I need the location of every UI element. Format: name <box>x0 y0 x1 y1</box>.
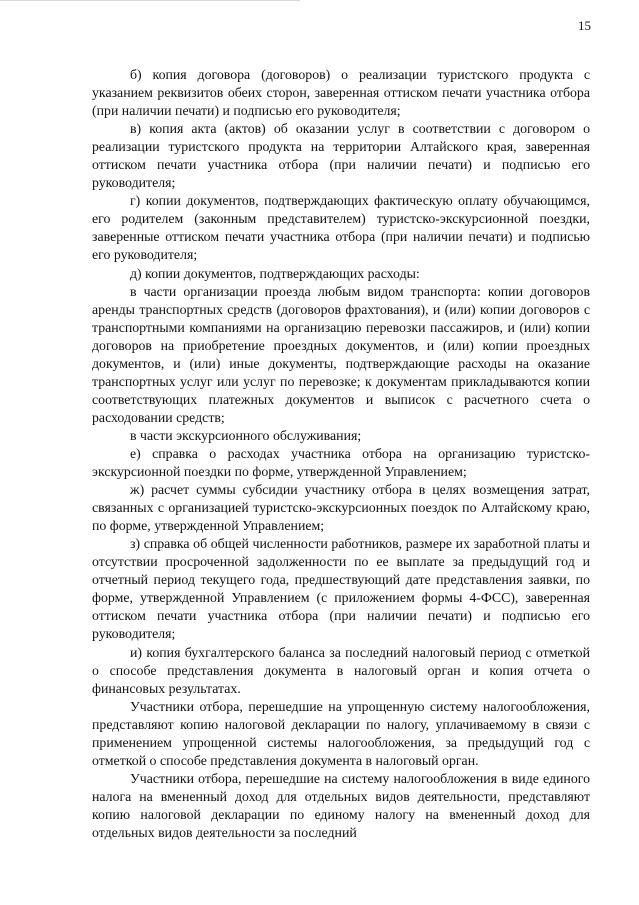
document-body <box>92 66 590 842</box>
paragraph-imputed-income-tax: Участники отбора, перешедшие на систему налогообложения в виде единого налога на вмененный доход для отдельных видов деятельности, представляют копию налоговой декларации по единому налогу на вмененный доход для отдельных видов деятельности за последний <box>92 770 590 840</box>
paragraph-d-expense-documents: д) копии документов, подтверждающих расходы: <box>130 265 420 281</box>
scan-top-rule <box>0 0 300 1</box>
paragraph-z-employees-statement: з) справка об общей численности работников, размере их заработной платы и отсутствии просроченной задолженности по ее выплате за предыдущий год и отчетный период текущего года, предшествующий дате представления заявки, по форме, утвержденной Управлением (с приложением формы 4-ФСС), заверенная оттиском печати участника отбора (при наличии печати) и подписью его руководителя; <box>92 536 590 642</box>
paragraph-e-expense-statement: е) справка о расходах участника отбора на организацию туристско-экскурсионной поездки по форме, утвержденной Управлением; <box>92 445 590 480</box>
paragraph-g-payment-documents: г) копии документов, подтверждающих фактическую оплату обучающимся, его родителем (законным представителем) туристско-экскурсионной поездки, заверенные оттиском печати участника отбора (при наличии печати) и подписью его руководителя; <box>92 193 590 263</box>
paragraph-excursion-service: в части экскурсионного обслуживания; <box>130 427 362 443</box>
paragraph-i-balance-sheet: и) копия бухгалтерского баланса за последний налоговый период с отметкой о способе представления документа в налоговый орган и копия отчета о финансовых результатах. <box>92 644 590 696</box>
paragraph-simplified-taxation: Участники отбора, перешедшие на упрощенную систему налогообложения, представляют копию налоговой декларации по налогу, уплачиваемому в связи с применением упрощенной системы налогообложения, за предыдущий год с отметкой о способе представления документа в налоговый орган. <box>92 698 590 768</box>
paragraph-b-contract-copy: б) копия договора (договоров) о реализации туристского продукта с указанием реквизитов обеих сторон, заверенная оттиском печати участника отбора (при наличии печати) и подписью его руководителя; <box>92 67 590 119</box>
page-number: 15 <box>578 18 591 33</box>
paragraph-v-act-copy: в) копия акта (актов) об оказании услуг в соответствии с договором о реализации туристского продукта на территории Алтайского края, заверенная оттиском печати участника отбора (при наличии печати) и подписью его руководителя; <box>92 121 590 191</box>
paragraph-zh-subsidy-calculation: ж) расчет суммы субсидии участнику отбора в целях возмещения затрат, связанных с организацией туристско-экскурсионных поездок по Алтайскому краю, по форме, утвержденной Управлением; <box>92 482 590 534</box>
paragraph-transport-expenses: в части организации проезда любым видом транспорта: копии договоров аренды транспортных средств (договоров фрахтования), и (или) копии договоров с транспортными компаниями на организацию перевозки пассажиров, и (или) копии договоров на приобретение проездных документов, и (или) копии проездных документов, и (или) иные документы, подтверждающие расходы на оказание транспортных услуг или услуг по перевозке; к документам прикладываются копии соответствующих платежных документов и выписок с расчетного счета о расходовании средств; <box>92 283 590 425</box>
